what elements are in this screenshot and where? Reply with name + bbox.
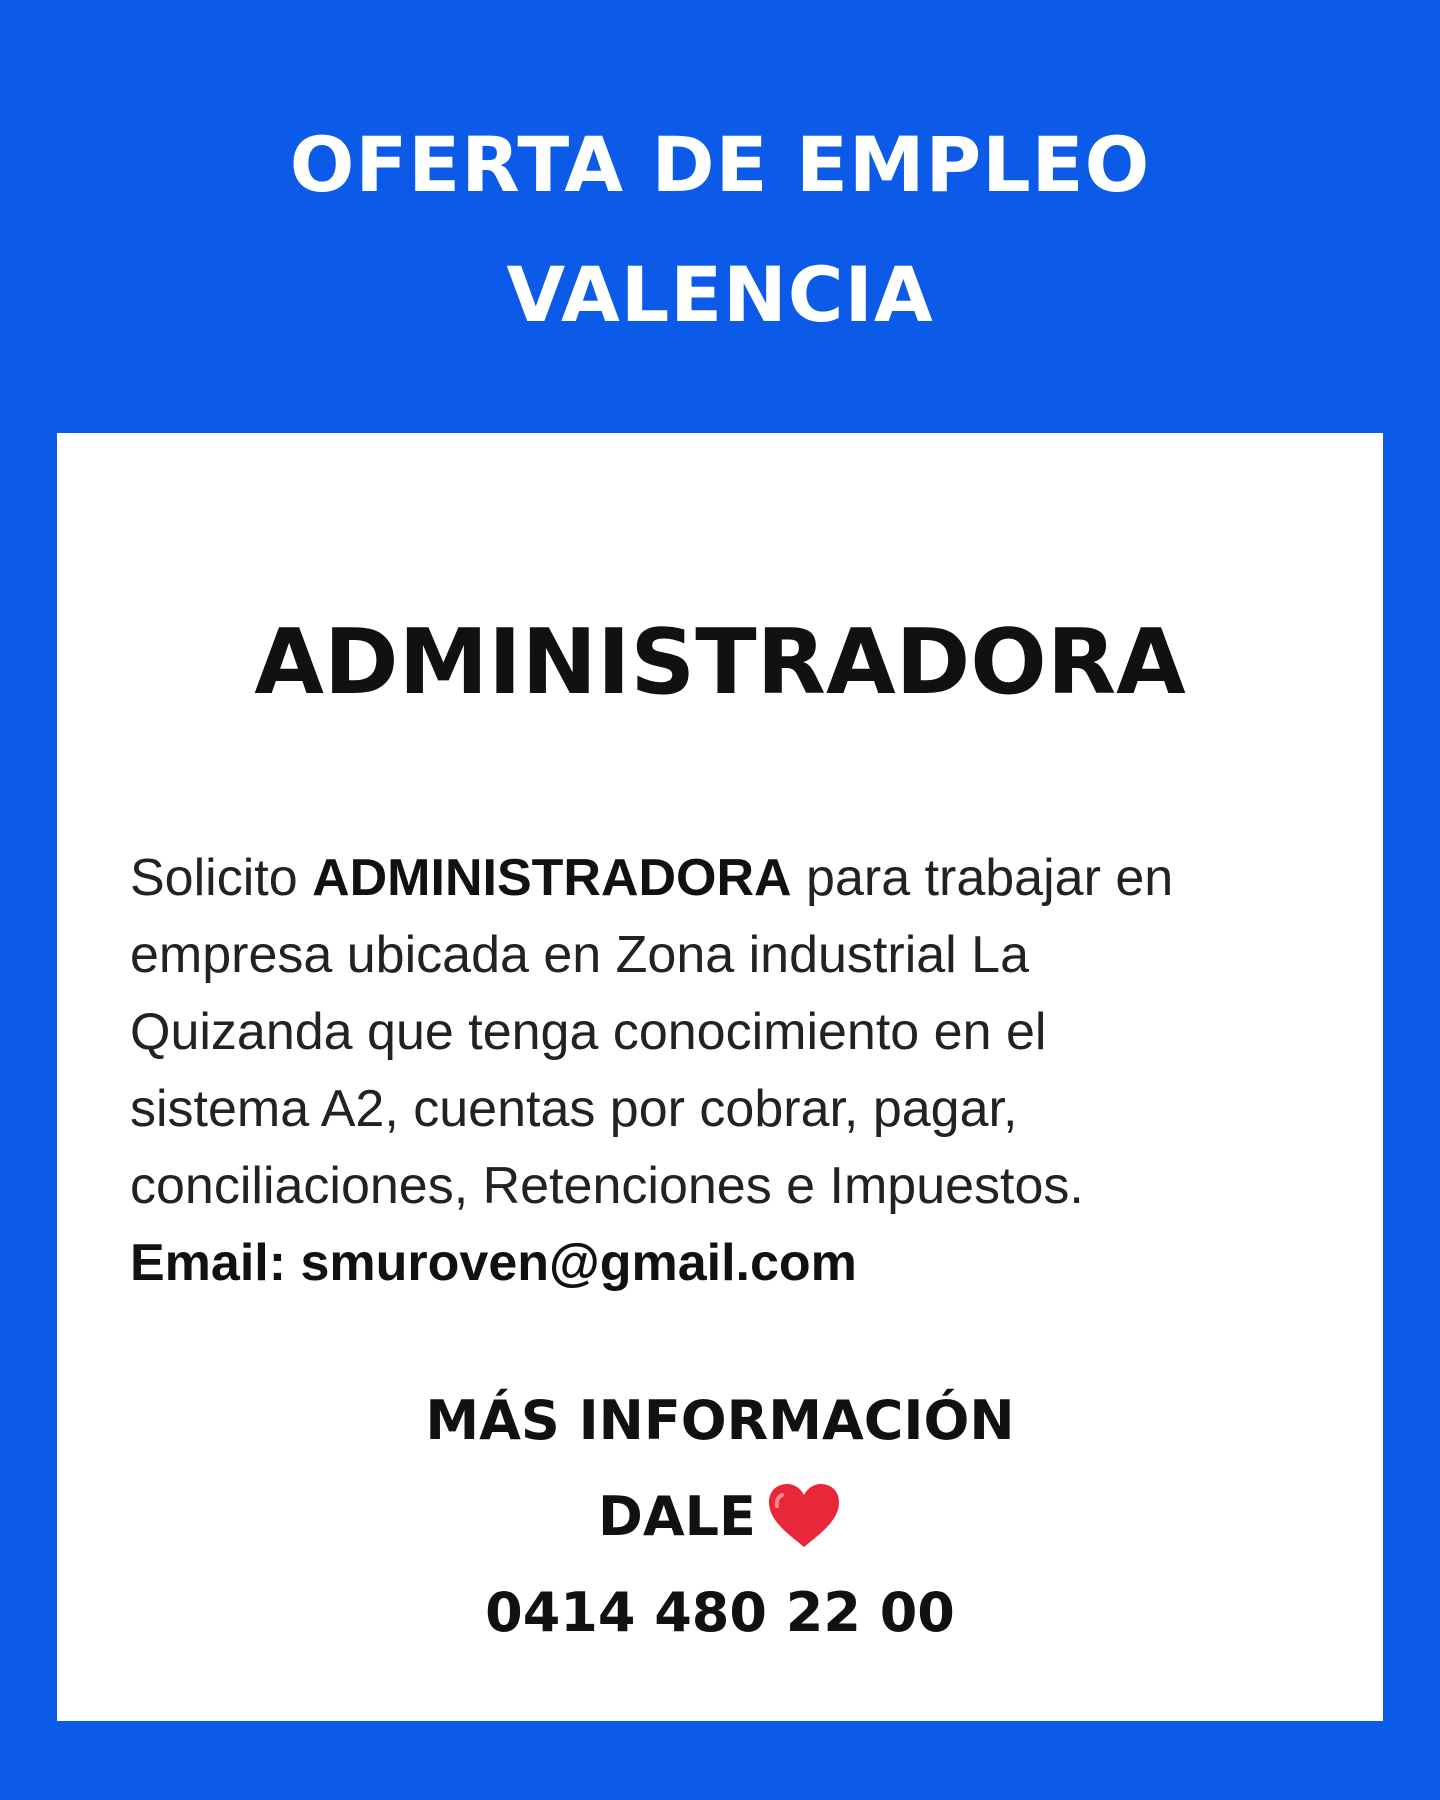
dale-line bbox=[57, 1469, 1383, 1565]
description-line-2: empresa ubicada en Zona industrial La bbox=[130, 926, 1030, 984]
header-title: OFERTA DE EMPLEO bbox=[289, 120, 1151, 209]
email-text[interactable]: Email: smuroven@gmail.com bbox=[130, 1234, 857, 1292]
description-line-4: sistema A2, cuentas por cobrar, pagar, bbox=[130, 1080, 1018, 1138]
dale-label: DALE bbox=[598, 1485, 756, 1548]
job-title: ADMINISTRADORA bbox=[254, 610, 1186, 715]
description-line-3: Quizanda que tenga conocimiento en el bbox=[130, 1003, 1047, 1061]
description-line-1 bbox=[130, 840, 1330, 917]
job-card bbox=[57, 433, 1383, 1721]
more-info-label: MÁS INFORMACIÓN bbox=[425, 1389, 1015, 1452]
email-line[interactable] bbox=[130, 1225, 1330, 1302]
phone-number[interactable]: 0414 480 22 00 bbox=[485, 1581, 955, 1644]
page-header bbox=[0, 100, 1440, 360]
job-description bbox=[130, 840, 1330, 1302]
description-line-5: conciliaciones, Retenciones e Impuestos. bbox=[130, 1157, 1084, 1215]
description-role: ADMINISTRADORA bbox=[312, 849, 792, 907]
description-prefix: Solicito bbox=[130, 849, 313, 907]
red-heart-icon bbox=[766, 1481, 842, 1549]
description-suffix: para trabajar en bbox=[791, 849, 1174, 907]
contact-info bbox=[57, 1373, 1383, 1661]
header-location: VALENCIA bbox=[506, 250, 934, 339]
